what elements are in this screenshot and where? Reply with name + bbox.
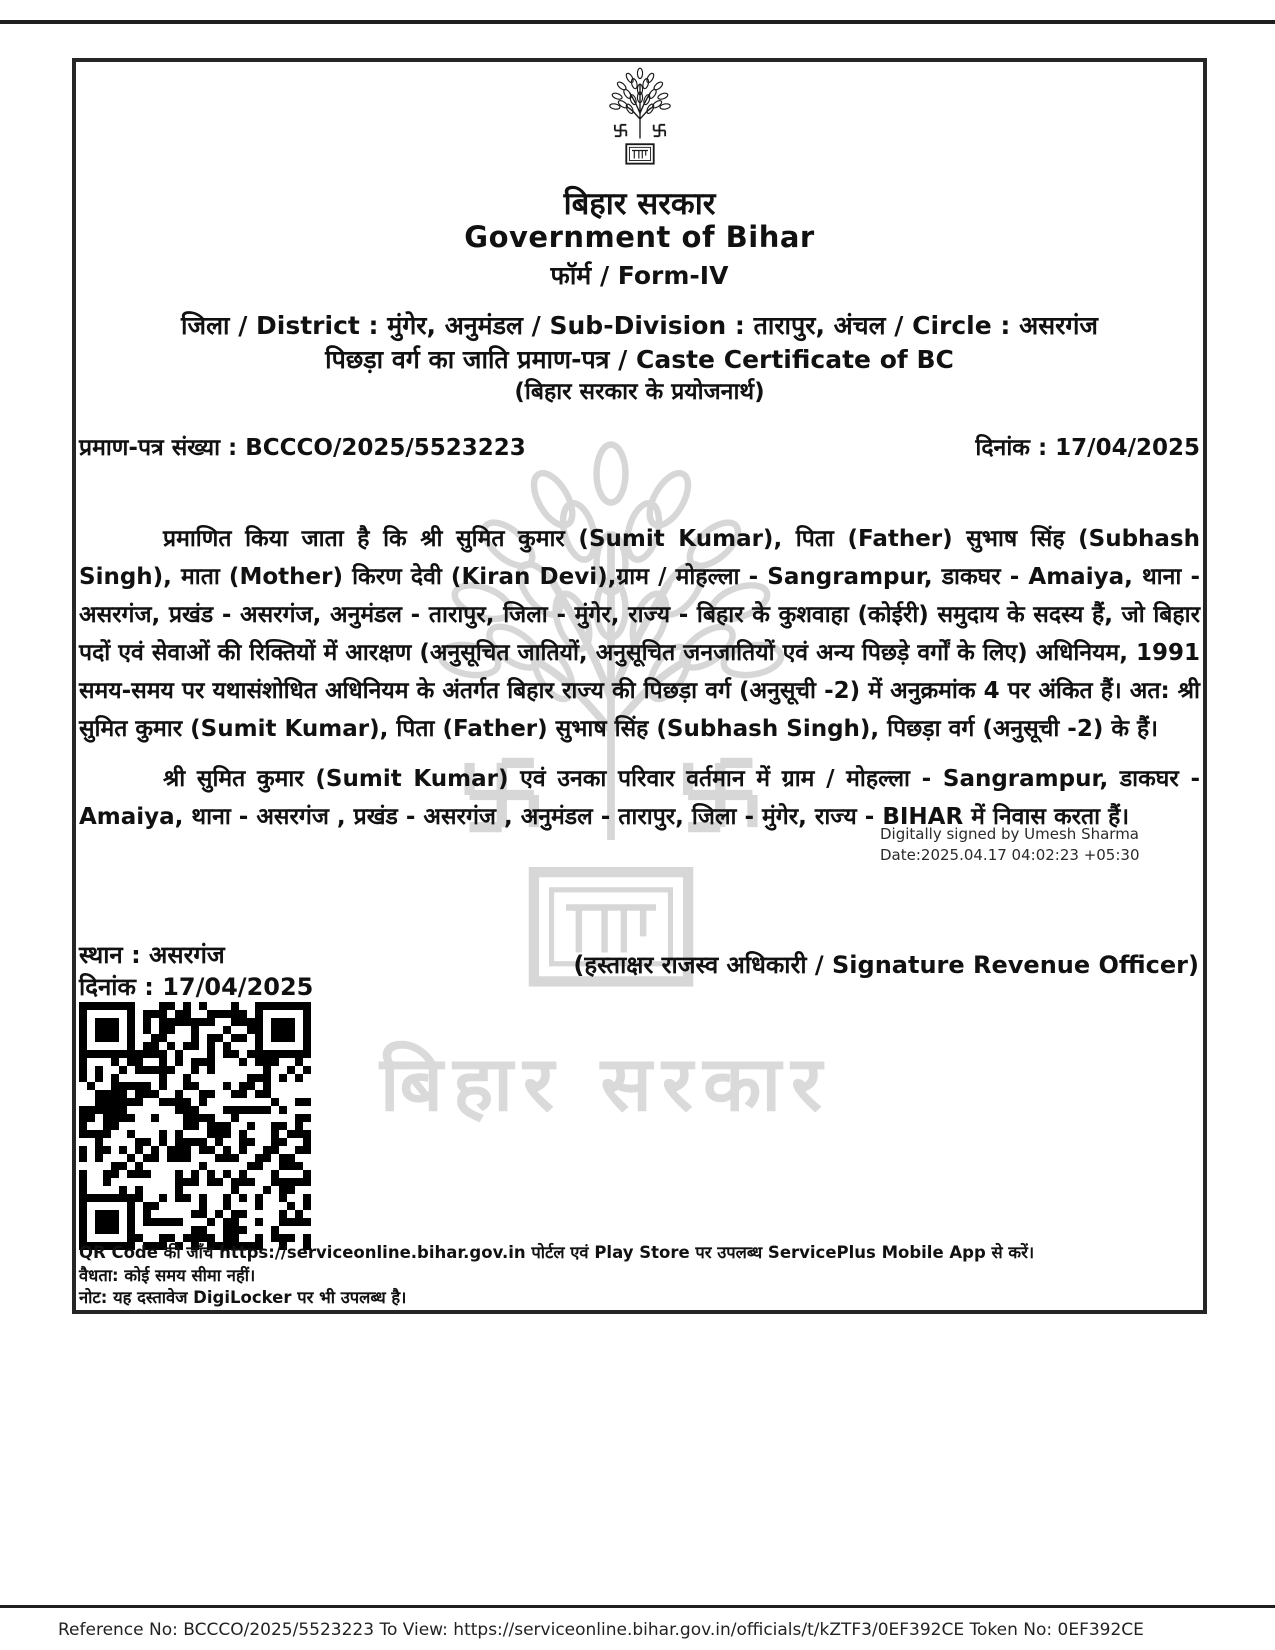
footer-rule: [0, 1605, 1275, 1608]
notes-block: [79, 1242, 1034, 1310]
district-line: जिला / District : मुंगेर, अनुमंडल / Sub-Division : तारापुर, अंचल / Circle : असरगंज: [181, 311, 1098, 340]
title-english: Government of Bihar: [464, 220, 815, 254]
certificate-type-line: पिछड़ा वर्ग का जाति प्रमाण-पत्र / Caste Certificate of BC: [325, 345, 954, 374]
certificate-content: [76, 62, 1203, 1310]
note-qr-check: QR Code की जाँच https://serviceonline.bihar.gov.in पोर्टल एवं Play Store पर उपलब्ध ServicePlus Mobile App से करें।: [79, 1243, 1035, 1262]
emblem-container: [76, 64, 1203, 177]
digital-signature: [880, 824, 1140, 866]
purpose-line: (बिहार सरकार के प्रयोजनार्थ): [514, 379, 765, 405]
form-label: फॉर्म / Form-IV: [550, 261, 729, 290]
body-paragraph-2: श्री सुमित कुमार (Sumit Kumar) एवं उनका परिवार वर्तमान में ग्राम / मोहल्ला - Sangrampur, डाकघर - Amaiya, थाना - असरगंज , प्रखंड - असरगंज , अनुमंडल - तारापुर, जिला - मुंगेर, राज्य - BIHAR में निवास करता हैं।: [79, 766, 1200, 830]
issue-date: दिनांक : 17/04/2025: [975, 435, 1200, 461]
certificate-body: [79, 520, 1200, 836]
place-line: स्थान : असरगंज: [79, 941, 225, 969]
signature-date-line: दिनांक : 17/04/2025: [79, 973, 314, 1001]
note-validity: वैधता: कोई समय सीमा नहीं।: [79, 1265, 256, 1285]
signature-officer-line: (हस्ताक्षर राजस्व अधिकारी / Signature Revenue Officer): [573, 951, 1199, 979]
page-top-rule: [0, 20, 1275, 24]
body-paragraph-1: प्रमाणित किया जाता है कि श्री सुमित कुमार (Sumit Kumar), पिता (Father) सुभाष सिंह (Subhash Singh), माता (Mother) किरण देवी (Kiran Devi),ग्राम / मोहल्ला - Sangrampur, डाकघर - Amaiya, थाना - असरगंज, प्रखंड - असरगंज, अनुमंडल - तारापुर, जिला - मुंगेर, राज्य - बिहार के कुशवाहा (कोईरी) समुदाय के सदस्य हैं, जो बिहार पदों एवं सेवाओं की रिक्तियों में आरक्षण (अनुसूचित जातियों, अनुसूचित जनजातियों एवं अन्य पिछड़े वर्गों के लिए) अधिनियम, 1991 समय-समय पर यथासंशोधित अधिनियम के अंतर्गत बिहार राज्य की पिछड़ा वर्ग (अनुसूची -2) में अनुक्रमांक 4 पर अंकित हैं। अत: श्री सुमित कुमार (Sumit Kumar), पिता (Father) सुभाष सिंह (Subhash Singh), पिछड़ा वर्ग (अनुसूची -2) के हैं।: [79, 526, 1200, 742]
watermark-text: बिहार सरकार: [379, 1039, 833, 1128]
digital-signature-date: Date:2025.04.17 04:02:23 +05:30: [880, 846, 1140, 864]
bihar-emblem-icon: [600, 64, 680, 173]
qr-code: [79, 1002, 311, 1250]
digital-signed-by: Digitally signed by Umesh Sharma: [880, 825, 1139, 843]
footer-reference-line: Reference No: BCCCO/2025/5523223 To View: https://serviceonline.bihar.gov.in/officials/t/kZTF3/0EF392CE Token No: 0EF392CE: [58, 1620, 1144, 1640]
certificate-frame: [72, 58, 1207, 1314]
note-digilocker: नोट: यह दस्तावेज DigiLocker पर भी उपलब्ध है।: [79, 1288, 407, 1307]
certificate-number: प्रमाण-पत्र संख्या : BCCCO/2025/5523223: [79, 435, 526, 461]
meta-row: [79, 430, 1200, 462]
title-hindi: बिहार सरकार: [563, 186, 716, 222]
